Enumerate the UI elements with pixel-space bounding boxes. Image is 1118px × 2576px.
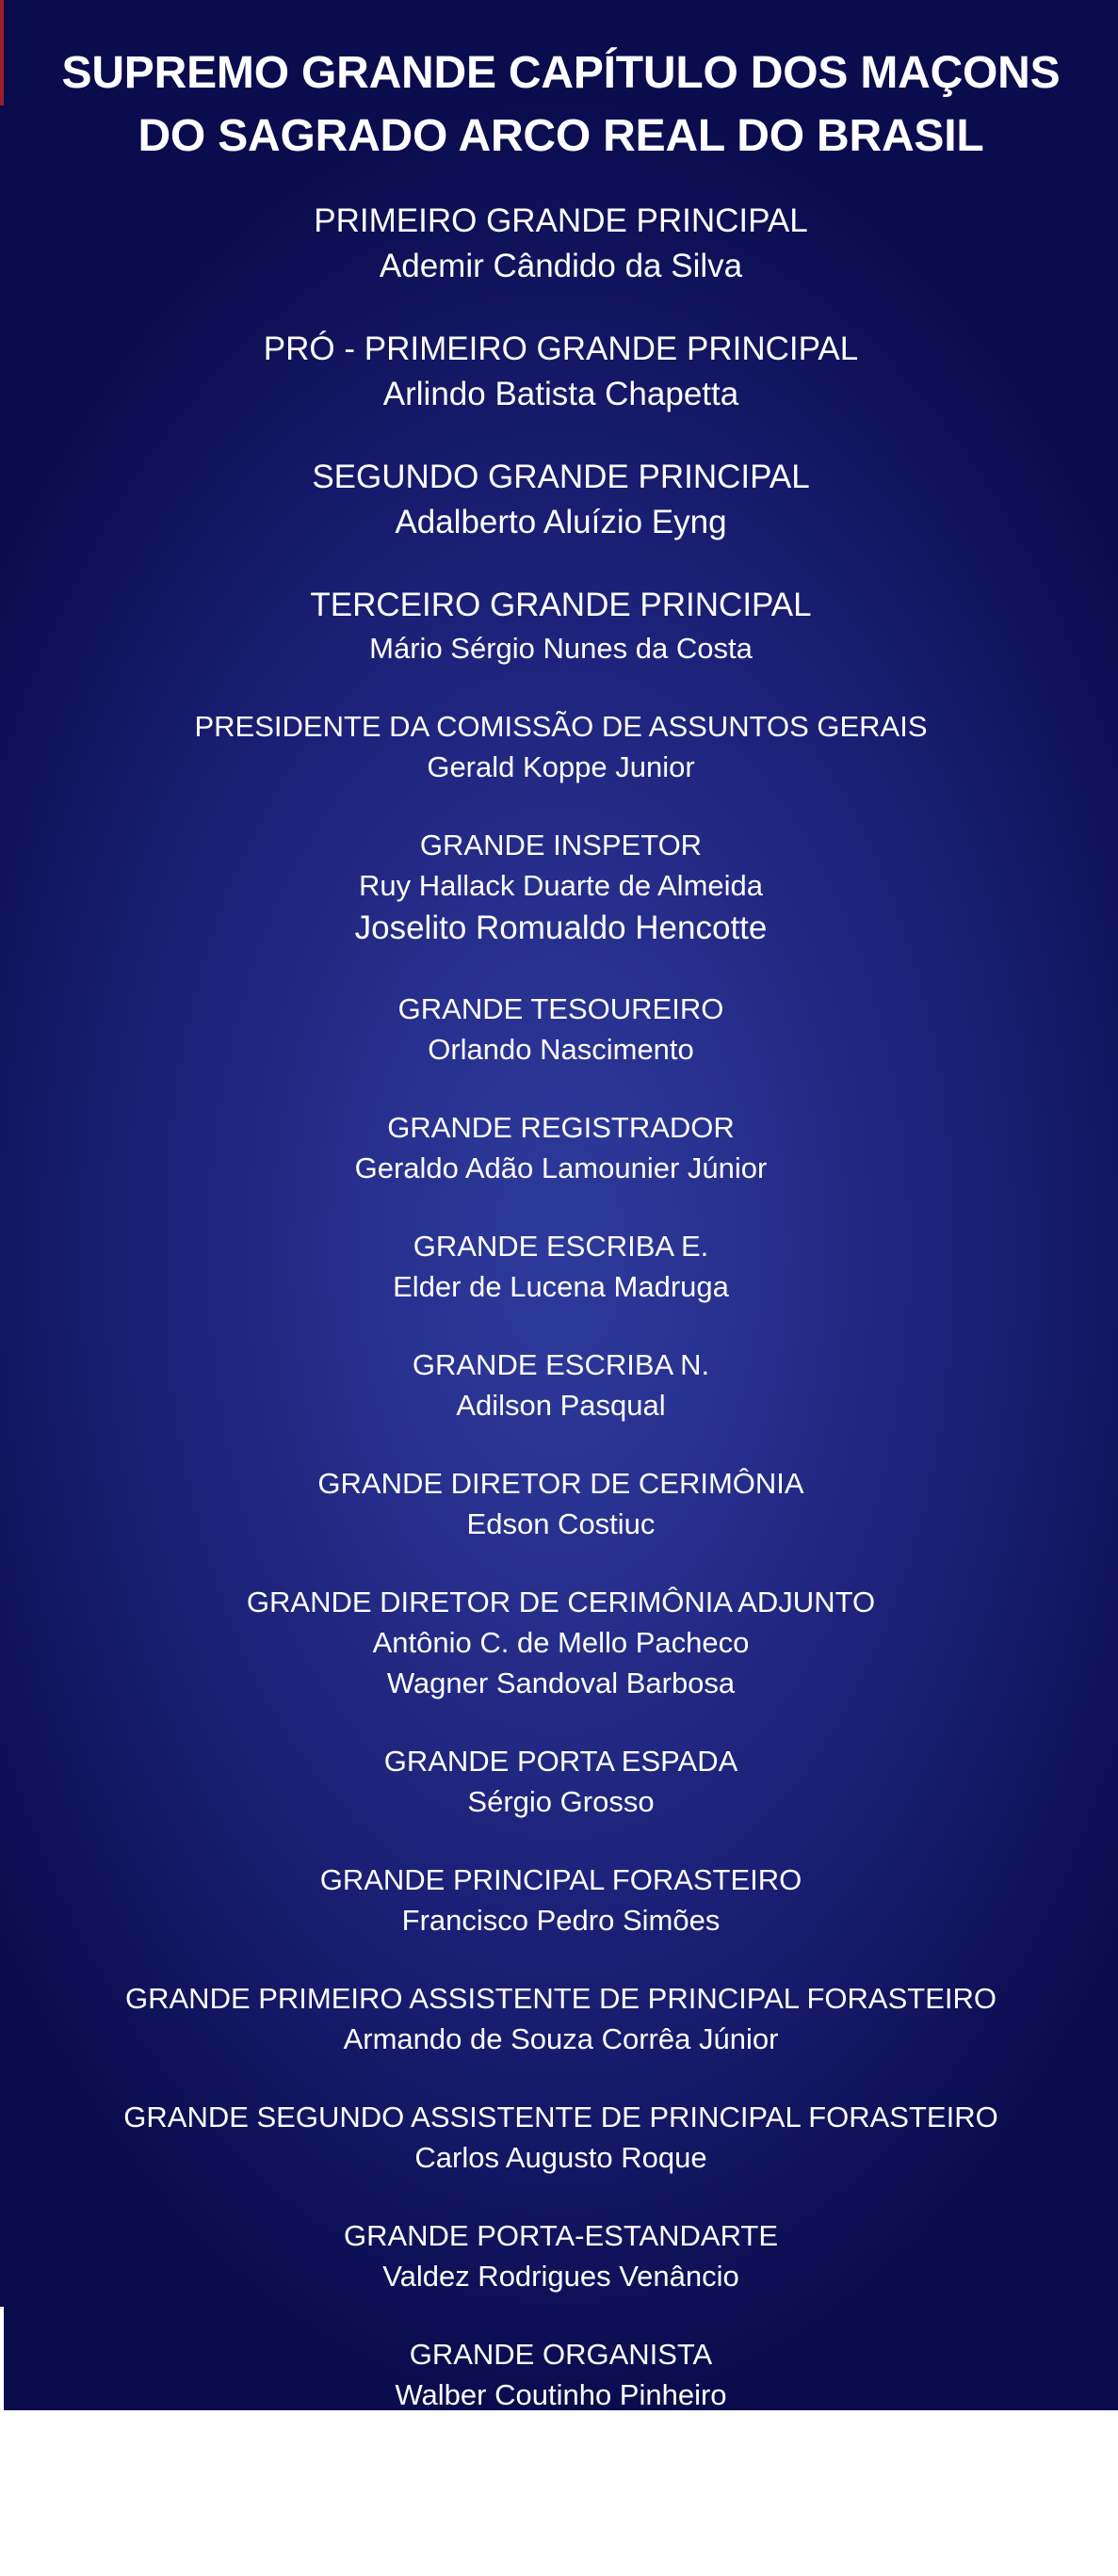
office-title: TERCEIRO GRANDE PRINCIPAL — [310, 587, 812, 623]
officer-name: Adilson Pasqual — [456, 1389, 666, 1422]
officer-name: Ruy Hallack Duarte de Almeida — [358, 869, 764, 902]
officer-name: Antônio Coelho Junior — [398, 2497, 723, 2534]
officer-name: Arlindo Batista Chapetta — [382, 376, 739, 412]
officer-name: Armando de Souza Corrêa Júnior — [343, 2022, 779, 2055]
officer-name: Elder de Lucena Madruga — [393, 1270, 729, 1303]
office-entry — [395, 2334, 726, 2415]
office-title: GRANDE ESCRIBA E. — [413, 1230, 709, 1263]
office-entry — [125, 1978, 996, 2059]
office-entry — [384, 1741, 738, 1822]
officer-name: Edson Costiuc — [466, 1507, 656, 1540]
office-entry — [247, 1582, 875, 1703]
title-line-2: DO SAGRADO ARCO REAL DO BRASIL — [138, 111, 984, 161]
office-title: SEGUNDO GRANDE PRINCIPAL — [312, 459, 810, 495]
officer-name: Walber Coutinho Pinheiro — [395, 2378, 727, 2411]
roster-content — [4, 0, 1118, 2534]
title-line-1: SUPREMO GRANDE CAPÍTULO DOS MAÇONS — [61, 48, 1061, 98]
office-title: PRÓ - PRIMEIRO GRANDE PRINCIPAL — [263, 330, 859, 367]
office-title: PRESIDENTE DA COMISSÃO DE ASSUNTOS GERAIS — [194, 710, 928, 743]
office-title: PRIMEIRO GRANDE PRINCIPAL — [314, 202, 808, 239]
office-title: GRANDE PRINCIPAL FORASTEIRO — [319, 1863, 802, 1896]
office-entry — [398, 2453, 722, 2538]
office-entry — [312, 455, 809, 545]
officer-name: Joselito Romualdo Hencotte — [354, 910, 768, 946]
office-title: GRANDE PORTA ESPADA — [383, 1745, 738, 1778]
office-entry — [123, 2097, 997, 2178]
office-title: GRANDE PORTA-ESTANDARTE — [343, 2219, 779, 2252]
office-title: GRANDE TESOUREIRO — [397, 992, 724, 1025]
office-entry — [314, 199, 807, 289]
office-entry — [320, 1860, 802, 1940]
officer-name: Gerald Koppe Junior — [427, 750, 695, 783]
office-entry — [344, 2215, 778, 2296]
office-title: GRANDE PRIMEIRO ASSISTENTE DE PRINCIPAL FORASTEIRO — [125, 1982, 996, 2015]
office-entry — [355, 825, 768, 951]
office-title: GRANDE GUARDIÃO — [416, 2456, 705, 2489]
officer-name: Antônio C. de Mello Pacheco — [372, 1626, 750, 1659]
office-entry — [355, 1107, 768, 1188]
office-title: GRANDE ORGANISTA — [409, 2338, 713, 2371]
officer-name: Orlando Nascimento — [428, 1033, 694, 1066]
office-entry — [310, 583, 811, 668]
office-entry — [194, 706, 927, 787]
officer-name: Adalberto Aluízio Eyng — [395, 504, 727, 540]
office-entry — [264, 327, 858, 417]
office-title: GRANDE SEGUNDO ASSISTENTE DE PRINCIPAL FORASTEIRO — [123, 2101, 998, 2133]
officer-name: Ademir Cândido da Silva — [379, 248, 743, 284]
page-title — [62, 41, 1061, 168]
office-list — [4, 199, 1118, 2576]
office-title: GRANDE INSPETOR — [419, 829, 703, 861]
office-entry — [413, 1344, 709, 1425]
officer-name: Geraldo Adão Lamounier Júnior — [354, 1151, 768, 1184]
office-title: GRANDE DIRETOR DE CERIMÔNIA ADJUNTO — [246, 1586, 876, 1618]
officer-name: Carlos Augusto Roque — [414, 2141, 707, 2174]
office-entry — [398, 989, 724, 1070]
officer-name: Valdez Rodrigues Venâncio — [382, 2260, 739, 2293]
officer-name: Francisco Pedro Simões — [401, 1904, 721, 1937]
office-title: GRANDE ESCRIBA N. — [412, 1348, 710, 1381]
officer-name: Sérgio Grosso — [467, 1785, 655, 1818]
office-entry — [317, 1463, 803, 1544]
officer-name: Wagner Sandoval Barbosa — [386, 1666, 736, 1699]
office-title: GRANDE DIRETOR DE CERIMÔNIA — [317, 1467, 804, 1500]
officer-name: Mário Sérgio Nunes da Costa — [369, 632, 753, 665]
office-title: GRANDE REGISTRADOR — [387, 1111, 735, 1144]
office-entry — [393, 1226, 729, 1307]
